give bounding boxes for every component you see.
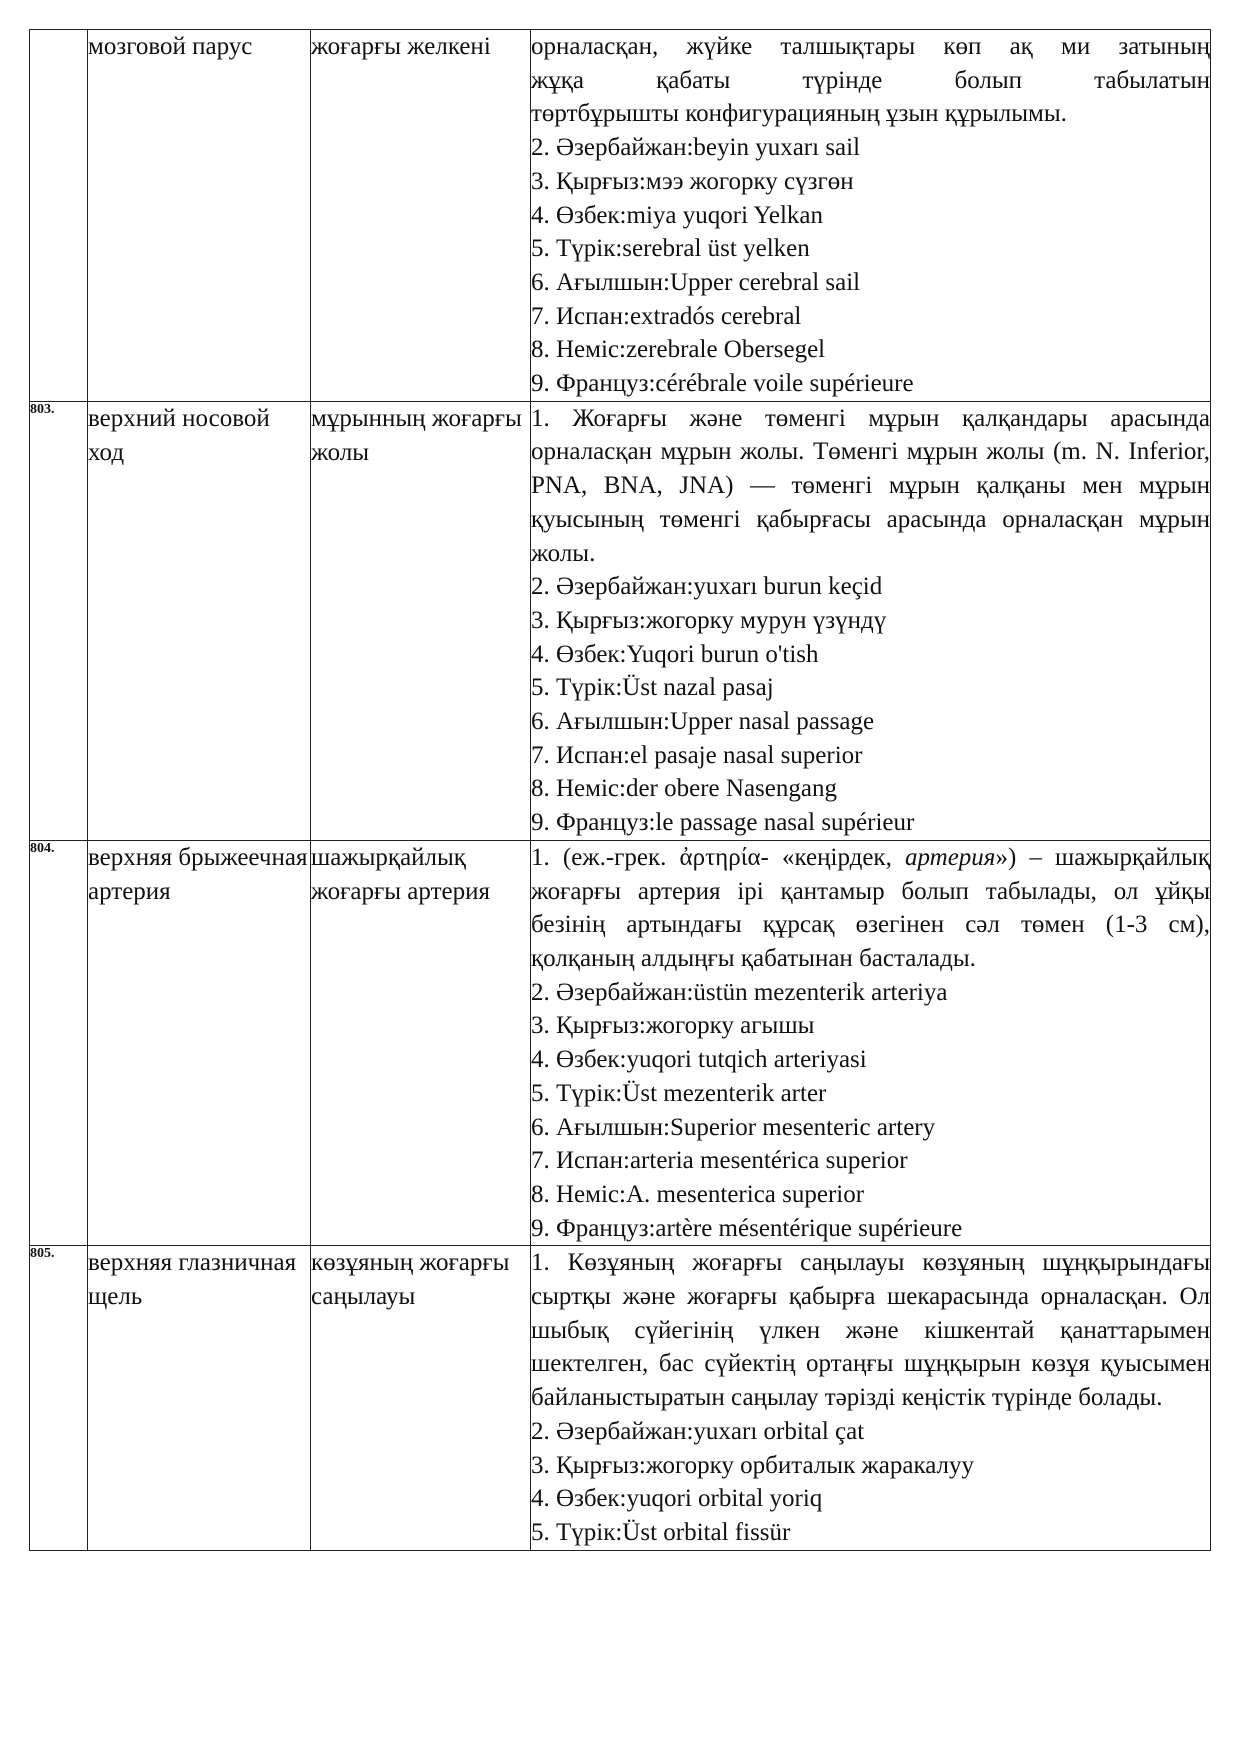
- kazakh-term: мұрынның жоғарғы жолы: [311, 401, 531, 840]
- translation-line: 3. Қырғыз:жогорку агышы: [531, 1012, 815, 1040]
- definition-line: орналасқан, жүйке талшықтары көп ақ ми затының: [531, 33, 1210, 60]
- translation-line: 5. Түрік:serebral üst yelken: [531, 235, 810, 263]
- table-row: [30, 30, 1211, 402]
- entry-number: 804.: [30, 840, 88, 1245]
- translation-line: 6. Ағылшын:Superior mesenteric artery: [531, 1113, 936, 1141]
- translation-line: 3. Қырғыз:мээ жогорку сүзгөн: [531, 167, 854, 195]
- entry-number: 805.: [30, 1246, 88, 1550]
- definition-italic: артерия: [904, 843, 996, 871]
- translation-line: 8. Неміс:der obere Nasengang: [531, 775, 837, 803]
- dictionary-page: [29, 29, 1210, 1551]
- entry-number: [30, 30, 88, 402]
- russian-term: верхняя брыжеечная артерия: [88, 840, 311, 1245]
- translation-line: 7. Испан:extradós cerebral: [531, 302, 802, 330]
- translation-line: 9. Француз:cérébrale voile supérieure: [531, 370, 914, 398]
- table-row: [30, 1246, 1211, 1550]
- definition-rest: ») – шажырқайлық жоғарғы артерия ірі қантамыр болып табылады, ол ұйқы безінің артындағы құрсақ өзегінен сәл төмен (1-3 см), қолқаның алдыңғы қабатынан басталады.: [531, 843, 1210, 972]
- kazakh-term: жоғарғы желкені: [311, 30, 531, 402]
- translation-line: 3. Қырғыз:жогорку мурун үзүндү: [531, 606, 887, 634]
- table-row: [30, 401, 1211, 840]
- definition-text: [531, 841, 1210, 976]
- definition-text: 1. Көзұяның жоғарғы саңылауы көзұяның шұңқырындағы сыртқы және жоғарғы қабырға шекарасында орналасқан. Ол шыбық сүйегінің үлкен және кішкентай қанаттарымен шектелген, бас сүйектің ортаңғы шұңқырын көзұя қуысымен байланыстыратын саңылау тәрізді кеңістік түрінде болады.: [531, 1249, 1210, 1412]
- definition-text: 1. Жоғарғы және төменгі мұрын қалқандары арасында орналасқан мұрын жолы. Төменгі мұрын жолы (m. N. Inferior, PNA, BNA, JNA) — төменгі мұрын қалқаны мен мұрын қуысының төменгі қабырғасы арасында орналасқан мұрын жолы.: [531, 404, 1210, 567]
- definition-cell: [531, 840, 1211, 1245]
- translation-line: 7. Испан:el pasaje nasal superior: [531, 741, 863, 769]
- russian-term: верхняя глазничная щель: [88, 1246, 311, 1550]
- translation-line: 5. Түрік:Üst mezenterik arter: [531, 1079, 827, 1107]
- translation-line: 2. Әзербайжан:üstün mezenterik arteriya: [531, 978, 948, 1006]
- russian-term: верхний носовой ход: [88, 401, 311, 840]
- translation-line: 6. Ағылшын:Upper nasal passage: [531, 708, 875, 736]
- translation-line: 4. Өзбек:miya yuqori Yelkan: [531, 201, 824, 229]
- definition-line: жұқа қабаты түрінде болып табылатын: [531, 66, 1210, 94]
- definition-cell: [531, 401, 1211, 840]
- entry-number: 803.: [30, 401, 88, 840]
- translation-line: 2. Әзербайжан:beyin yuxarı sail: [531, 134, 861, 162]
- translation-line: 8. Неміс:A. mesenterica superior: [531, 1180, 865, 1208]
- definition-cell: [531, 30, 1211, 402]
- russian-term: мозговой парус: [88, 30, 311, 402]
- definition-line: төртбұрышты конфигурацияның ұзын құрылымы.: [531, 100, 1067, 128]
- translation-line: 4. Өзбек:yuqori orbital yoriq: [531, 1485, 823, 1513]
- translation-line: 2. Әзербайжан:yuxarı burun keçid: [531, 573, 883, 601]
- translation-line: 3. Қырғыз:жогорку орбиталык жаракалуу: [531, 1451, 975, 1479]
- translation-line: 9. Француз:artère mésentérique supérieure: [531, 1214, 963, 1242]
- translation-line: 4. Өзбек:yuqori tutqich arteriyasi: [531, 1046, 867, 1074]
- kazakh-term: көзұяның жоғарғы саңылауы: [311, 1246, 531, 1550]
- translation-line: 5. Түрік:Üst nazal pasaj: [531, 674, 774, 702]
- translation-line: 4. Өзбек:Yuqori burun o'tish: [531, 640, 819, 668]
- translation-line: 2. Әзербайжан:yuxarı orbital çat: [531, 1417, 865, 1445]
- translation-line: 5. Түрік:Üst orbital fissür: [531, 1518, 791, 1546]
- dictionary-table: [29, 29, 1211, 1551]
- definition-start: 1. (еж.-грек. ἀρτηρία- «кеңірдек,: [531, 843, 905, 871]
- definition-cell: [531, 1246, 1211, 1550]
- translation-line: 7. Испан:arteria mesentérica superior: [531, 1147, 908, 1175]
- translation-line: 9. Француз:le passage nasal supérieur: [531, 809, 915, 837]
- kazakh-term: шажырқайлық жоғарғы артерия: [311, 840, 531, 1245]
- translation-line: 8. Неміс:zerebrale Obersegel: [531, 336, 826, 364]
- table-row: [30, 840, 1211, 1245]
- translation-line: 6. Ағылшын:Upper cerebral sail: [531, 268, 861, 296]
